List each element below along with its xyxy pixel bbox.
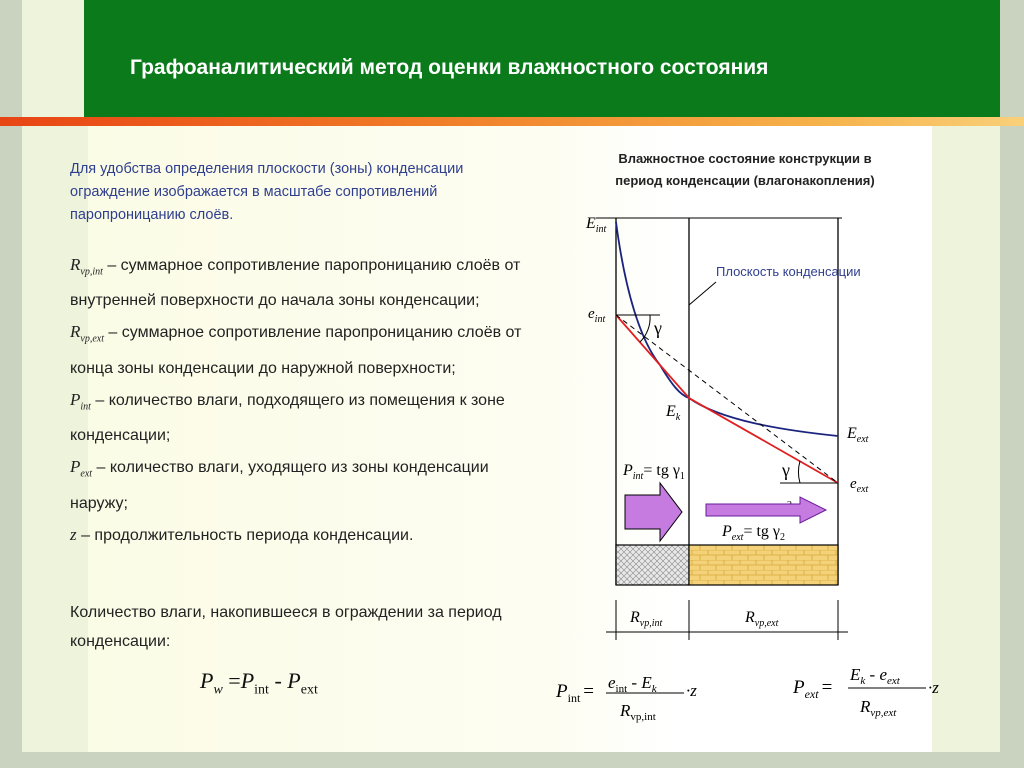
svg-text:Pext=: $P_{ext}$ = <box>793 677 833 701</box>
label-p-ext-eq: $P_{ext}=$ tg $\gamma_2$ <box>722 523 785 543</box>
label-gamma2: γ <box>782 460 790 480</box>
slide-title: Графоаналитический метод оценки влажностного состояния <box>130 56 769 79</box>
label-condensation-plane: Плоскость конденсации <box>716 264 861 279</box>
moisture-in-arrow <box>625 483 682 541</box>
figure-title: Влажностное состояние конструкции в период конденсации (влагонакопления) <box>615 151 875 188</box>
label-R-vp-ext: $R_{vp,ext}$ <box>745 609 779 629</box>
formula-pw: $P_w =P_{int} - P_{ext}$ <box>200 668 318 698</box>
saturation-curve <box>616 222 838 436</box>
brick-layer <box>689 545 838 585</box>
label-e-int: $e_{int}$ <box>588 306 606 325</box>
definition-item: $P_{ext}$ – количество влаги, уходящего из зоны конденсации наружу; <box>70 457 489 512</box>
plane-pointer <box>689 282 716 305</box>
definition-item: $P_{int}$ – количество влаги, подходящего из помещения к зоне конденсации; <box>70 389 505 445</box>
moisture-out-arrow <box>706 497 826 523</box>
formula-pext <box>792 665 939 719</box>
formula-pint <box>555 673 697 723</box>
label-gamma1: γ <box>654 318 662 338</box>
svg-text:Pint=: $P_{int}$ = <box>556 681 594 705</box>
label-p-int-eq: $P_{int}=$ tg $\gamma_1$ <box>623 462 685 482</box>
gamma2-arc <box>798 461 800 483</box>
label-E-ext: $E_{ext}$ <box>847 425 869 445</box>
svg-text:Ek - eext: $E_k - e_{ext}$ <box>850 665 900 687</box>
dashed-reference-line <box>616 315 838 483</box>
label-E-int: $E_{int}$ <box>586 215 607 235</box>
definition-item: z – продолжительность периода конденсации. <box>70 524 414 544</box>
insulation-layer <box>616 545 689 585</box>
svg-text:·z: ·z <box>686 681 697 700</box>
definition-item: $R_{vp,ext}$ – суммарное сопротивление паропроницанию слоёв от конца зоны конденсации до наружной поверхности; <box>70 322 522 377</box>
svg-text:Rvp,int: $R_{vp,int}$ <box>620 701 656 723</box>
label-E-k: $E_k$ <box>666 403 681 423</box>
svg-text:·z: ·z <box>928 678 939 697</box>
svg-text:Rvp,ext: $R_{vp,ext}$ <box>860 697 897 719</box>
svg-text:eint - Ek: $e_{int} - E_k$ <box>608 673 657 695</box>
definition-item: $R_{vp,int}$ – суммарное сопротивление паропроницанию слоёв от внутренней поверхности до начала зоны конденсации; <box>70 255 521 310</box>
label-e-ext: $e_{ext}$ <box>850 476 869 495</box>
summary-text: Количество влаги, накопившееся в ограждении за период конденсации: <box>70 604 502 650</box>
label-R-vp-int: $R_{vp,int}$ <box>630 609 663 629</box>
intro-text: Для удобства определения плоскости (зоны) конденсации ограждение изображается в масштабе сопротивлений паропроницанию слоёв. <box>70 161 464 223</box>
